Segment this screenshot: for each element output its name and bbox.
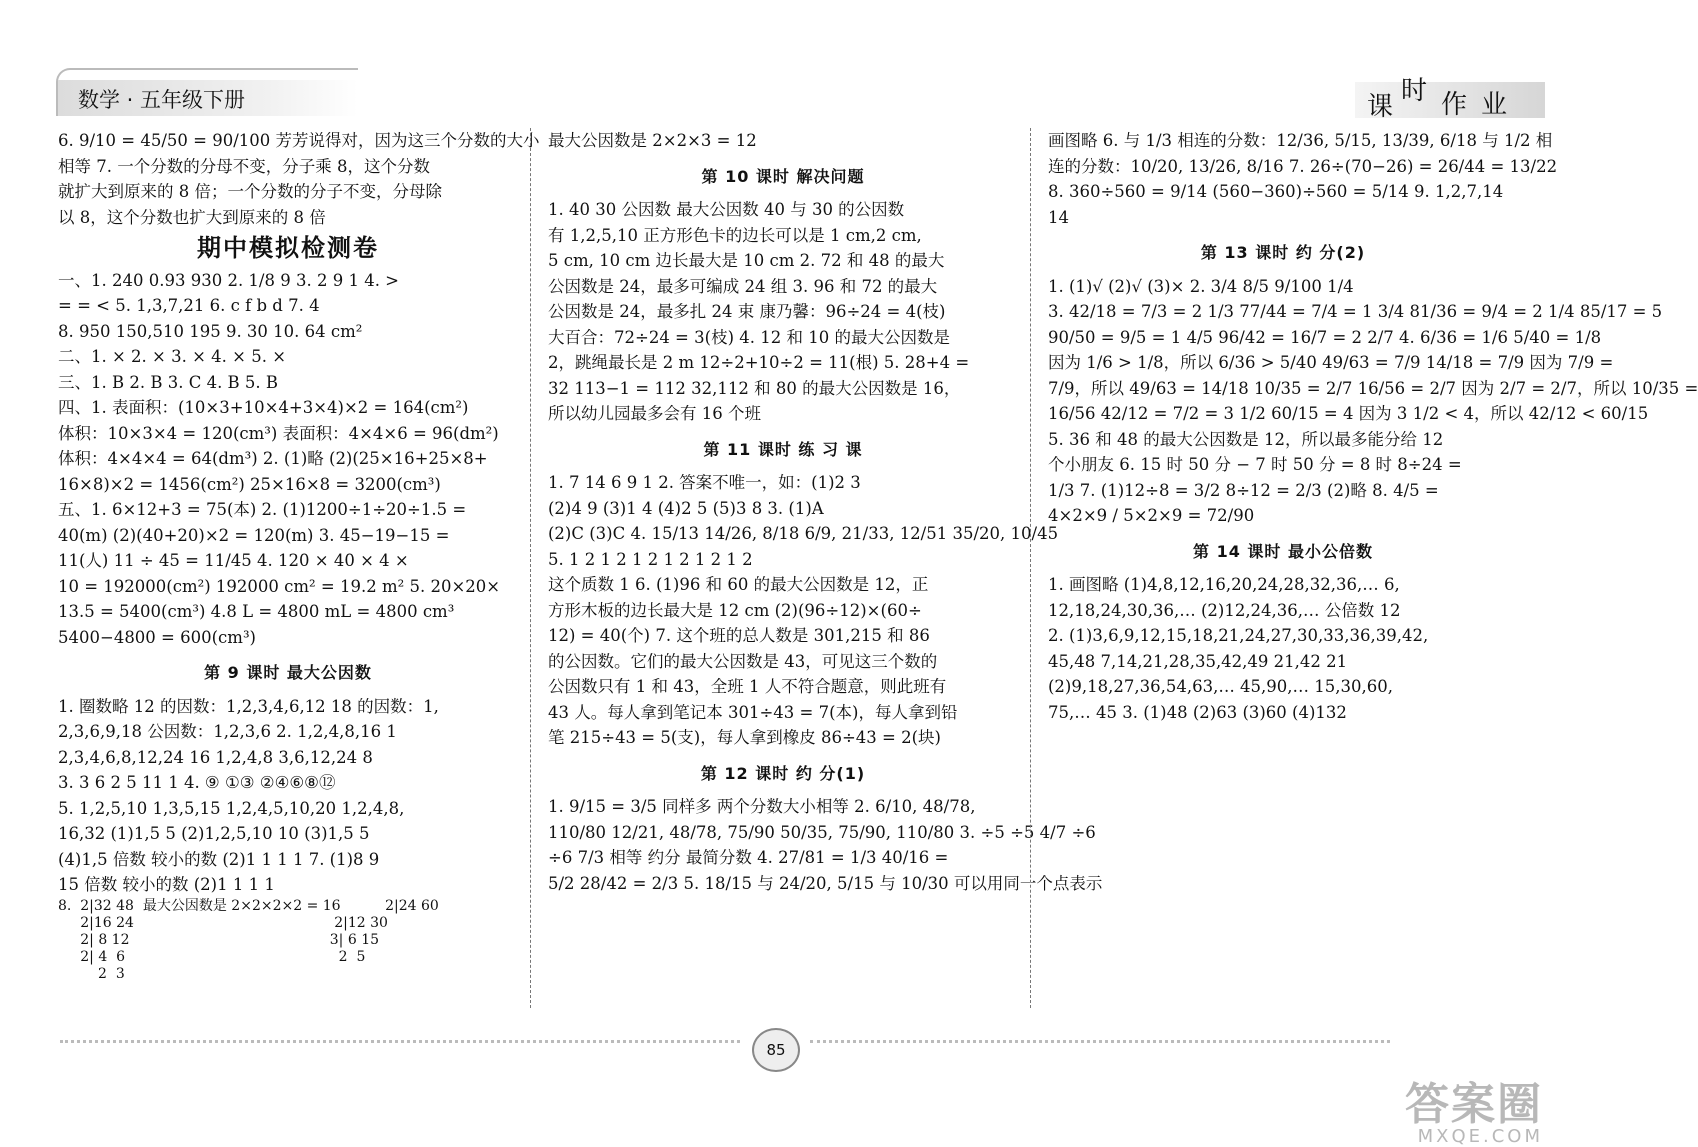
text-line: 就扩大到原来的 8 倍；一个分数的分子不变，分母除: [58, 182, 442, 201]
text-line: 10 = 192000(cm²) 192000 cm² = 19.2 m² 5. 20×20×: [58, 576, 501, 596]
page-number: 85: [752, 1028, 800, 1072]
text-line: 13.5 = 5400(cm³) 4.8 L = 4800 mL = 4800 cm³: [58, 602, 455, 621]
text-line: = = < 5. 1,3,7,21 6. c f b d 7. 4: [58, 296, 320, 315]
text-line: 8. 360÷560 = 9/14 (560−360)÷560 = 5/14 9. 1,2,7,14: [1048, 182, 1504, 201]
text-line: 43 人。每人拿到笔记本 301÷43 = 7(本)，每人拿到铅: [548, 702, 958, 722]
text-line: 1/3 7. (1)12÷8 = 3/2 8÷12 = 2/3 (2)略 8. 4/5 =: [1048, 480, 1439, 500]
text-line: 1. 40 30 公因数 最大公因数 40 与 30 的公因数: [548, 200, 905, 219]
text-line: 1. 9/15 = 3/5 同样多 两个分数大小相等 2. 6/10, 48/78,: [548, 797, 976, 816]
footer-dots-right: [810, 1040, 1390, 1051]
text-line: 2,3,4,6,8,12,24 16 1,2,4,8 3,6,12,24 8: [58, 747, 373, 767]
text-line: 75,… 45 3. (1)48 (2)63 (3)60 (4)132: [1048, 702, 1347, 722]
text-line: 12) = 40(个) 7. 这个班的总人数是 301,215 和 86: [548, 626, 930, 645]
text-line: 公因数是 24，最多可编成 24 组 3. 96 和 72 的最大: [548, 276, 938, 296]
text-line: 3. 42/18 = 7/3 = 2 1/3 77/44 = 7/4 = 1 3/4 81/36 = 9/4 = 2 1/4 85/17 = 5: [1048, 302, 1663, 321]
text-line: (2)C (3)C 4. 15/13 14/26, 8/18 6/9, 21/33, 12/51 35/20, 10/45: [548, 524, 1059, 543]
text-line: 16×8)×2 = 1456(cm²) 25×16×8 = 3200(cm³): [58, 474, 441, 494]
text-line: 45,48 7,14,21,28,35,42,49 21,42 21: [1048, 651, 1348, 671]
text-line: 因为 1/6 > 1/8，所以 6/36 > 5/40 49/63 = 7/9 14/18 = 7/9 因为 7/9 =: [1048, 353, 1614, 372]
text-line: 1. 圈数略 12 的因数：1,2,3,4,6,12 18 的因数：1,: [58, 696, 439, 716]
text-line: 1. 画图略 (1)4,8,12,16,20,24,28,32,36,… 6,: [1048, 575, 1400, 594]
section-title-midterm: 期中模拟检测卷: [197, 234, 379, 262]
division-ladder-line: 2| 8 12 3| 6 15: [58, 931, 380, 948]
division-ladder-line: 8. 2|32 48 最大公因数是 2×2×2×2 = 16 2|24 60: [58, 897, 439, 914]
section-title-lesson-10: 第 10 课时 解决问题: [701, 166, 865, 186]
text-line: 5/2 28/42 = 2/3 5. 18/15 与 24/20, 5/15 与 10/30 可以用同一个点表示: [548, 873, 1103, 893]
text-line: 有 1,2,5,10 正方形色卡的边长可以是 1 cm,2 cm,: [548, 225, 922, 245]
text-line: 2,3,6,9,18 公因数：1,2,3,6 2. 1,2,4,8,16 1: [58, 722, 397, 741]
watermark-domain: MXQE.COM: [1417, 1126, 1543, 1147]
text-line: 11(人) 11 ÷ 45 = 11/45 4. 120 × 40 × 4 ×: [58, 551, 409, 570]
section-title-lesson-12: 第 12 课时 约 分(1): [700, 763, 866, 783]
text-line: 笔 215÷43 = 5(支)，每人拿到橡皮 86÷43 = 2(块): [548, 728, 941, 747]
text-line: 四、1. 表面积：(10×3+10×4+3×4)×2 = 164(cm²): [58, 398, 469, 417]
text-line: 最大公因数是 2×2×3 = 12: [548, 131, 757, 150]
section-title-lesson-9: 第 9 课时 最大公因数: [204, 663, 372, 682]
book-title: 数学 · 五年级下册: [78, 88, 246, 112]
text-line: 4×2×9 / 5×2×9 = 72/90: [1048, 506, 1255, 525]
text-line: 12,18,24,30,36,… (2)12,24,36,… 公倍数 12: [1048, 600, 1401, 620]
text-line: 大百合：72÷24 = 3(枝) 4. 12 和 10 的最大公因数是: [548, 327, 950, 347]
watermark-logo: [1405, 1068, 1543, 1147]
text-line: 14: [1048, 207, 1069, 227]
text-line: 以 8，这个分数也扩大到原来的 8 倍: [58, 207, 326, 227]
text-line: 2，跳绳最长是 2 m 12÷2+10÷2 = 11(根) 5. 28+4 =: [548, 353, 970, 372]
text-line: 相等 7. 一个分数的分母不变，分子乘 8，这个分数: [58, 156, 430, 176]
header-char-3: 作: [1441, 90, 1468, 120]
text-line: 40(m) (2)(40+20)×2 = 120(m) 3. 45−19−15 =: [58, 525, 450, 545]
division-ladder-line: 2| 4 6 2 5: [58, 948, 366, 965]
text-line: 110/80 12/21, 48/78, 75/90 50/35, 75/90, 110/80 3. ÷5 ÷5 4/7 ÷6: [548, 822, 1096, 842]
section-title-lesson-13: 第 13 课时 约 分(2): [1200, 243, 1366, 262]
text-line: 1. 7 14 6 9 1 2. 答案不唯一，如：(1)2 3: [548, 473, 861, 492]
answer-column-3: [1048, 128, 1698, 725]
text-line: (2)4 9 (3)1 4 (4)2 5 (5)3 8 3. (1)A: [548, 498, 824, 518]
text-line: 90/50 = 9/5 = 1 4/5 96/42 = 16/7 = 2 2/7 4. 6/36 = 1/6 5/40 = 1/8: [1048, 327, 1602, 347]
text-line: 方形木板的边长最大是 12 cm (2)(96÷12)×(60÷: [548, 600, 922, 620]
text-line: 公因数只有 1 和 43，全班 1 人不符合题意，则此班有: [548, 677, 947, 696]
text-line: 所以幼儿园最多会有 16 个班: [548, 404, 761, 423]
text-line: 7/9，所以 49/63 = 14/18 10/35 = 2/7 16/56 = 2/7 因为 2/7 = 2/7，所以 10/35 =: [1048, 378, 1698, 398]
text-line: 二、1. × 2. × 3. × 4. × 5. ×: [58, 347, 287, 366]
text-line: (4)1,5 倍数 较小的数 (2)1 1 1 1 7. (1)8 9: [58, 849, 380, 869]
text-line: 五、1. 6×12+3 = 75(本) 2. (1)1200÷1÷20÷1.5 =: [58, 500, 467, 519]
text-line: 6. 9/10 = 45/50 = 90/100 芳芳说得对，因为这三个分数的大小: [58, 131, 540, 150]
text-line: 体积：4×4×4 = 64(dm³) 2. (1)略 (2)(25×16+25×8+: [58, 449, 488, 468]
answer-column-1: [58, 128, 540, 983]
section-title-lesson-14: 第 14 课时 最小公倍数: [1193, 541, 1373, 561]
section-title-lesson-11: 第 11 课时 练 习 课: [703, 439, 863, 459]
header-right-banner: [1355, 70, 1545, 122]
text-line: 5. 1,2,5,10 1,3,5,15 1,2,4,5,10,20 1,2,4,8,: [58, 798, 405, 818]
division-ladder-line: 2 3: [58, 965, 125, 982]
text-line: 5400−4800 = 600(cm³): [58, 627, 256, 647]
column-divider: [1030, 128, 1031, 1008]
text-line: 公因数是 24，最多扎 24 束 康乃馨：96÷24 = 4(枝): [548, 302, 946, 321]
header-char-1: 课: [1367, 92, 1394, 122]
header-char-4: 业: [1481, 90, 1508, 120]
text-line: 连的分数：10/20, 13/26, 8/16 7. 26÷(70−26) = 26/44 = 13/22: [1048, 156, 1558, 176]
text-line: 5. 36 和 48 的最大公因数是 12，所以最多能分给 12: [1048, 429, 1444, 449]
text-line: 1. (1)√ (2)√ (3)× 2. 3/4 8/5 9/100 1/4: [1048, 276, 1354, 296]
text-line: 5. 1 2 1 2 1 2 1 2 1 2 1 2: [548, 549, 753, 569]
watermark-text: 答案圈: [1405, 1079, 1543, 1130]
text-line: 一、1. 240 0.93 930 2. 1/8 9 3. 2 9 1 4. >: [58, 270, 400, 290]
text-line: 15 倍数 较小的数 (2)1 1 1 1: [58, 875, 275, 894]
text-line: 5 cm, 10 cm 边长最大是 10 cm 2. 72 和 48 的最大: [548, 251, 945, 270]
text-line: 体积：10×3×4 = 120(cm³) 表面积：4×4×6 = 96(dm²): [58, 423, 499, 443]
text-line: 16/56 42/12 = 7/2 = 3 1/2 60/15 = 4 因为 3 1/2 < 4，所以 42/12 < 60/15: [1048, 404, 1649, 423]
text-line: 这个质数 1 6. (1)96 和 60 的最大公因数是 12，正: [548, 575, 929, 594]
answer-column-2: [548, 128, 1103, 896]
text-line: 8. 950 150,510 195 9. 30 10. 64 cm²: [58, 321, 363, 341]
footer-dots-left: [60, 1040, 740, 1051]
division-ladder-line: 2|16 24 2|12 30: [58, 914, 388, 931]
text-line: 的公因数。它们的最大公因数是 43，可见这三个数的: [548, 651, 938, 671]
header-left-banner: [56, 68, 358, 116]
text-line: 32 113−1 = 112 32,112 和 80 的最大公因数是 16，: [548, 378, 961, 398]
text-line: ÷6 7/3 相等 约分 最简分数 4. 27/81 = 1/3 40/16 =: [548, 848, 949, 867]
text-line: 2. (1)3,6,9,12,15,18,21,24,27,30,33,36,39,42,: [1048, 626, 1429, 645]
text-line: 3. 3 6 2 5 11 1 4. ⑨ ①③ ②④⑥⑧⑫: [58, 773, 336, 792]
text-line: (2)9,18,27,36,54,63,… 45,90,… 15,30,60,: [1048, 677, 1394, 696]
header-char-2: 时: [1401, 76, 1428, 106]
text-line: 三、1. B 2. B 3. C 4. B 5. B: [58, 372, 279, 392]
text-line: 16,32 (1)1,5 5 (2)1,2,5,10 10 (3)1,5 5: [58, 824, 370, 843]
text-line: 个小朋友 6. 15 时 50 分 − 7 时 50 分 = 8 时 8÷24 =: [1048, 455, 1462, 474]
column-divider: [530, 128, 531, 1008]
text-line: 画图略 6. 与 1/3 相连的分数：12/36, 5/15, 13/39, 6/18 与 1/2 相: [1048, 131, 1553, 150]
